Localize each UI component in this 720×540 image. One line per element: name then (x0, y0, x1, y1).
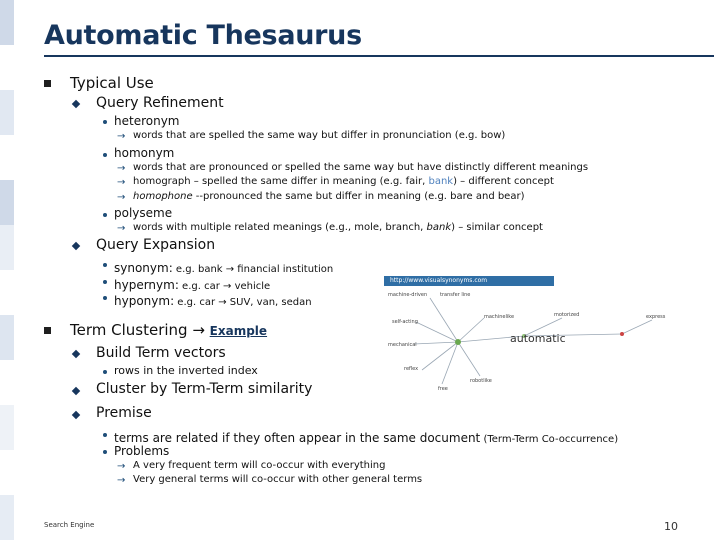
graph-edge (458, 342, 480, 376)
homonym-definition: words that are pronounced or spelled the same way but have distinctly different meanings (133, 162, 589, 173)
graph-edge (458, 318, 484, 342)
hypernym-label: hypernym: (114, 278, 179, 292)
dot-bullet-icon (103, 263, 107, 267)
dot-bullet-icon (103, 280, 107, 284)
premise-label: Premise (96, 405, 152, 421)
left-bar-stripe (0, 45, 14, 90)
arrow-bullet-icon: → (117, 461, 126, 472)
arrow-bullet-icon: → (117, 131, 126, 142)
arrow-bullet-icon: → (117, 192, 126, 203)
graph-node-label: motorized (554, 312, 580, 318)
hyponym-text: e.g. car → SUV, van, sedan (174, 297, 312, 308)
homophone-text: --pronounced the same but differ in meaning (e.g. bare and bear) (192, 191, 525, 202)
square-bullet-icon (44, 80, 51, 87)
query-refinement-label: Query Refinement (96, 95, 224, 111)
diamond-bullet-icon (72, 411, 80, 419)
homonym-label: homonym (114, 146, 175, 160)
visual-synonyms-graph (384, 276, 704, 400)
example-link[interactable]: Example (209, 324, 268, 338)
left-bar-stripe (0, 180, 14, 225)
left-bar-stripe (0, 315, 14, 360)
left-decorative-bar (0, 0, 14, 540)
polyseme-definition (133, 222, 543, 233)
hyponym-label: hyponym: (114, 294, 175, 308)
graph-node-label: robotlike (470, 378, 492, 384)
graph-node-label: express (646, 314, 666, 320)
left-bar-stripe (0, 225, 14, 270)
homograph-line (133, 176, 554, 187)
square-bullet-icon (44, 327, 51, 334)
dot-bullet-icon (103, 296, 107, 300)
left-bar-stripe (0, 360, 14, 405)
hyponym-line (114, 290, 312, 309)
left-bar-stripe (0, 270, 14, 315)
related-text: terms are related if they often appear in the same document (114, 431, 481, 445)
left-bar-stripe (0, 495, 14, 540)
graph-node-label: machinelike (484, 314, 515, 320)
title-underline (44, 55, 714, 57)
related-line (114, 427, 618, 446)
slide-title: Automatic Thesaurus (44, 20, 362, 51)
homograph-bank: bank (428, 176, 454, 187)
dot-bullet-icon (103, 450, 107, 454)
graph-edge (414, 342, 458, 344)
arrow-bullet-icon: → (117, 475, 126, 486)
heading-term-clustering: Term Clustering → (70, 321, 210, 339)
graph-edge (622, 320, 652, 334)
polyseme-text-end: ) – similar concept (451, 222, 543, 233)
diamond-bullet-icon (72, 100, 80, 108)
graph-node-label: self-acting (392, 319, 418, 325)
polyseme-label: polyseme (114, 206, 173, 220)
dot-bullet-icon (103, 120, 107, 124)
graph-node-label: transfer line (440, 292, 471, 298)
heading-typical-use: Typical Use (70, 74, 154, 92)
query-expansion-label: Query Expansion (96, 237, 216, 253)
dot-bullet-icon (103, 370, 107, 374)
problem-2: Very general terms will co-occur with other general terms (133, 474, 423, 485)
problem-1: A very frequent term will co-occur with everything (133, 460, 386, 471)
page-number: 10 (664, 520, 678, 533)
left-bar-stripe (0, 90, 14, 135)
dot-bullet-icon (103, 433, 107, 437)
cluster-label: Cluster by Term-Term similarity (96, 381, 313, 397)
homograph-text-end: ) – different concept (453, 176, 554, 187)
diamond-bullet-icon (72, 350, 80, 358)
arrow-bullet-icon: → (117, 177, 126, 188)
left-bar-stripe (0, 135, 14, 180)
polyseme-bank: bank (426, 222, 452, 233)
build-vectors-label: Build Term vectors (96, 345, 226, 361)
problems-label: Problems (114, 444, 170, 458)
synonym-label: synonym: (114, 261, 173, 275)
graph-url: http://www.visualsynonyms.com (390, 277, 488, 284)
left-bar-stripe (0, 405, 14, 450)
polyseme-text: words with multiple related meanings (e.g., mole, branch, (133, 222, 427, 233)
graph-node-label: reflex (404, 366, 419, 372)
heteronym-definition: words that are spelled the same way but differ in pronunciation (e.g. bow) (133, 130, 506, 141)
graph-center-label: automatic (510, 332, 566, 345)
left-bar-stripe (0, 0, 14, 45)
graph-node (620, 332, 624, 336)
dot-bullet-icon (103, 213, 107, 217)
heteronym-label: heteronym (114, 114, 180, 128)
diamond-bullet-icon (72, 387, 80, 395)
arrow-bullet-icon: → (117, 223, 126, 234)
graph-node-label: mechanical (388, 342, 417, 348)
term-clustering-line (70, 321, 267, 339)
graph-node-label: free (438, 386, 448, 392)
diamond-bullet-icon (72, 242, 80, 250)
related-note: (Term-Term Co-occurrence) (480, 434, 619, 445)
homophone-term: homophone (133, 191, 193, 202)
footer-text: Search Engine (44, 521, 95, 529)
synonym-text: e.g. bank → financial institution (172, 264, 334, 275)
graph-node-label: machine-driven (388, 292, 428, 298)
homograph-text: homograph – spelled the same differ in meaning (e.g. fair, (133, 176, 429, 187)
rows-text: rows in the inverted index (114, 364, 258, 377)
graph-node (455, 339, 461, 345)
left-bar-stripe (0, 450, 14, 495)
homophone-line (133, 191, 524, 202)
arrow-bullet-icon: → (117, 163, 126, 174)
dot-bullet-icon (103, 153, 107, 157)
hypernym-text: e.g. car → vehicle (178, 281, 271, 292)
